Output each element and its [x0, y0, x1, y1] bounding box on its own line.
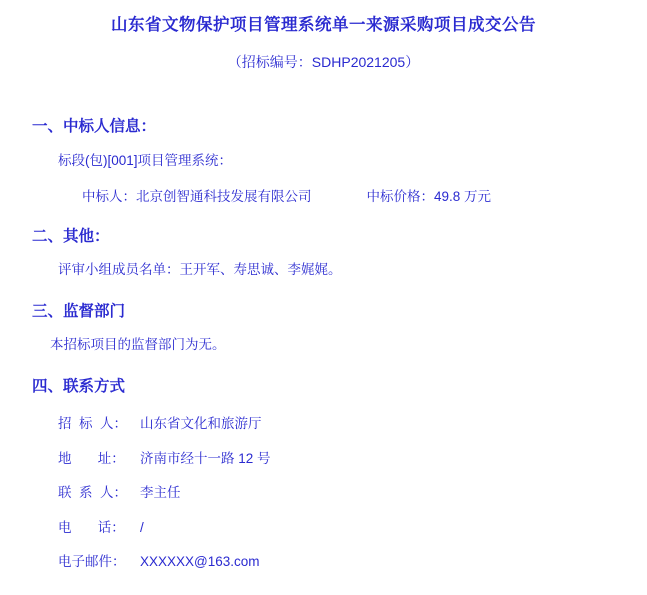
contact-label-phone: 电 话： — [58, 519, 125, 535]
winner-and-price-row — [30, 185, 617, 205]
contact-value-phone: / — [140, 519, 144, 535]
lot-package-label: 标段(包)[001]项目管理系统： — [58, 152, 233, 168]
contact-list — [30, 415, 617, 571]
contact-label-person: 联 系 人： — [58, 485, 128, 501]
contact-row — [58, 415, 617, 433]
contact-label-address: 地 址： — [58, 450, 125, 466]
price-label: 中标价格： — [366, 188, 434, 204]
winner-label: 中标人： — [82, 188, 136, 204]
contact-value-address: 济南市经十一路 12 号 — [140, 450, 271, 466]
contact-value-email: XXXXXX@163.com — [140, 554, 260, 570]
document-page — [0, 14, 647, 595]
section-heading-winner-info: 一、中标人信息： — [32, 117, 157, 135]
contact-row — [58, 519, 617, 537]
document-body — [0, 117, 647, 571]
price-value: 49.8 万元 — [434, 188, 492, 204]
supervision-text: 本招标项目的监督部门为无。 — [50, 337, 226, 353]
contact-row — [58, 484, 617, 502]
review-panel-members: 评审小组成员名单：王开军、寿思诚、李娓娓。 — [58, 262, 342, 278]
contact-value-tenderer: 山东省文化和旅游厅 — [140, 416, 262, 432]
contact-label-email: 电子邮件： — [58, 554, 126, 570]
section-heading-other: 二、其他： — [32, 227, 110, 245]
page-title: 山东省文物保护项目管理系统单一来源采购项目成交公告 — [111, 16, 536, 34]
contact-label-tenderer: 招 标 人： — [58, 416, 128, 432]
winner-value: 北京创智通科技发展有限公司 — [136, 188, 312, 204]
tender-number-subtitle: （招标编号：SDHP2021205） — [227, 54, 420, 71]
contact-row — [58, 553, 617, 571]
contact-row — [58, 450, 617, 468]
section-heading-supervision: 三、监督部门 — [32, 303, 126, 321]
section-heading-contact: 四、联系方式 — [32, 378, 126, 396]
contact-value-person: 李主任 — [140, 485, 181, 501]
